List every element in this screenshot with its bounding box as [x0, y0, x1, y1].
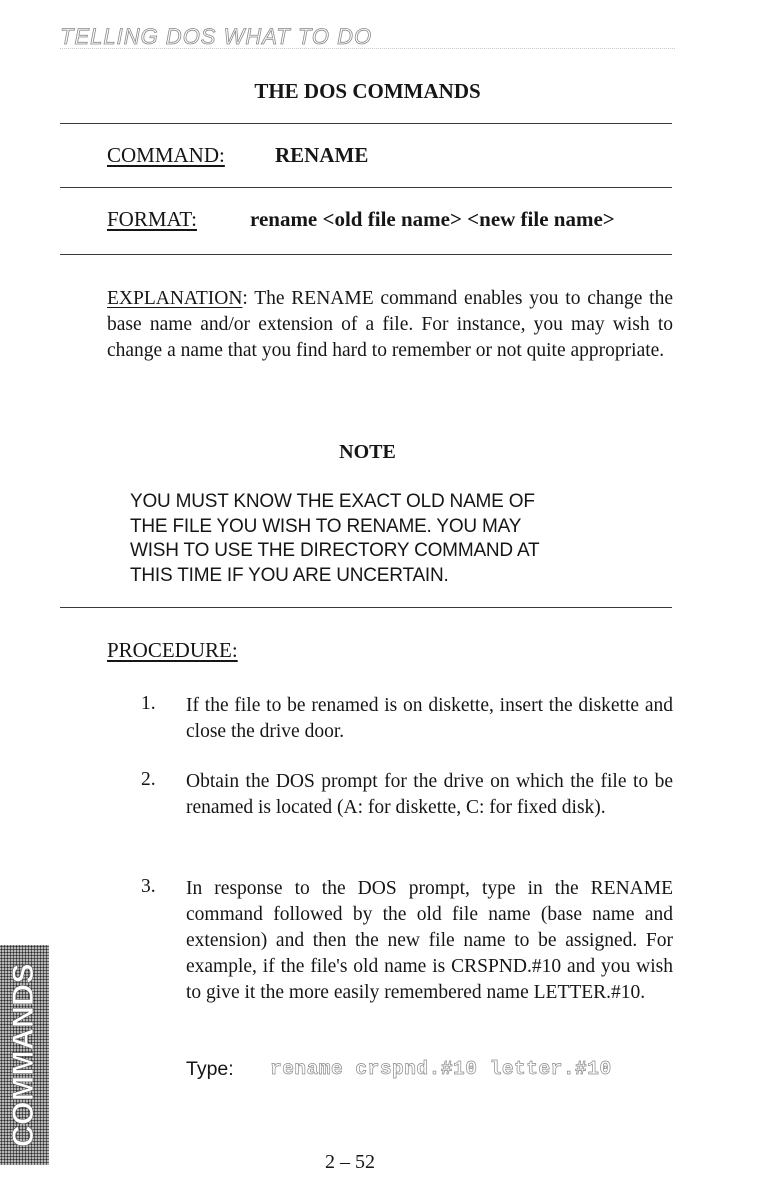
step-number: 2. — [141, 769, 156, 790]
note-title: NOTE — [339, 441, 396, 463]
note-line: YOU MUST KNOW THE EXACT OLD NAME OF — [130, 491, 535, 512]
rule-after-format — [60, 254, 672, 255]
note-line: THE FILE YOU WISH TO RENAME. YOU MAY — [130, 515, 522, 537]
page-number: 2 – 52 — [325, 1151, 375, 1173]
step-number: 3. — [141, 876, 156, 897]
step-text: Obtain the DOS prompt for the drive on which the file to be renamed is located (A: for diskette, C: for fixed disk). — [186, 771, 673, 818]
note-line: WISH TO USE THE DIRECTORY COMMAND AT — [130, 540, 540, 561]
running-header: TELLING DOS WHAT TO DO — [60, 24, 373, 49]
procedure-label: PROCEDURE: — [107, 638, 238, 662]
command-label: COMMAND: — [107, 143, 225, 167]
step-text: If the file to be renamed is on diskette, insert the diskette and close the drive door. — [186, 695, 673, 742]
format-label: FORMAT: — [107, 207, 197, 231]
explanation-paragraph — [107, 286, 673, 364]
side-tab — [0, 945, 49, 1165]
step-number: 1. — [141, 693, 156, 714]
note-line: THIS TIME IF YOU ARE UNCERTAIN. — [130, 564, 449, 586]
section-title: THE DOS COMMANDS — [254, 79, 481, 103]
rule-after-note — [60, 607, 672, 608]
side-tab-label: COMMANDS — [7, 963, 40, 1147]
step-text: In response to the DOS prompt, type in the RENAME command followed by the old file name (base name and extension) and then the new file name to be assigned. For example, if the file's old name is CRSPND.#10 and you wish to give it the more easily remembered name LETTER.#10. — [186, 878, 673, 1003]
type-label: Type: — [186, 1058, 234, 1080]
command-value: RENAME — [275, 143, 369, 167]
header-rule — [60, 48, 675, 49]
rule-after-command — [60, 187, 672, 188]
rule-top — [60, 123, 672, 124]
note-body — [130, 490, 650, 588]
explanation-text: : The RENAME command enables you to change the base name and/or extension of a file. For instance, you may wish to change a name that you find hard to remember or not quite appropriate. — [107, 288, 673, 361]
explanation-label: EXPLANATION — [107, 288, 243, 309]
type-command: rename crspnd.#10 letter.#10 — [270, 1058, 612, 1080]
format-value: rename <old file name> <new file name> — [250, 207, 615, 231]
